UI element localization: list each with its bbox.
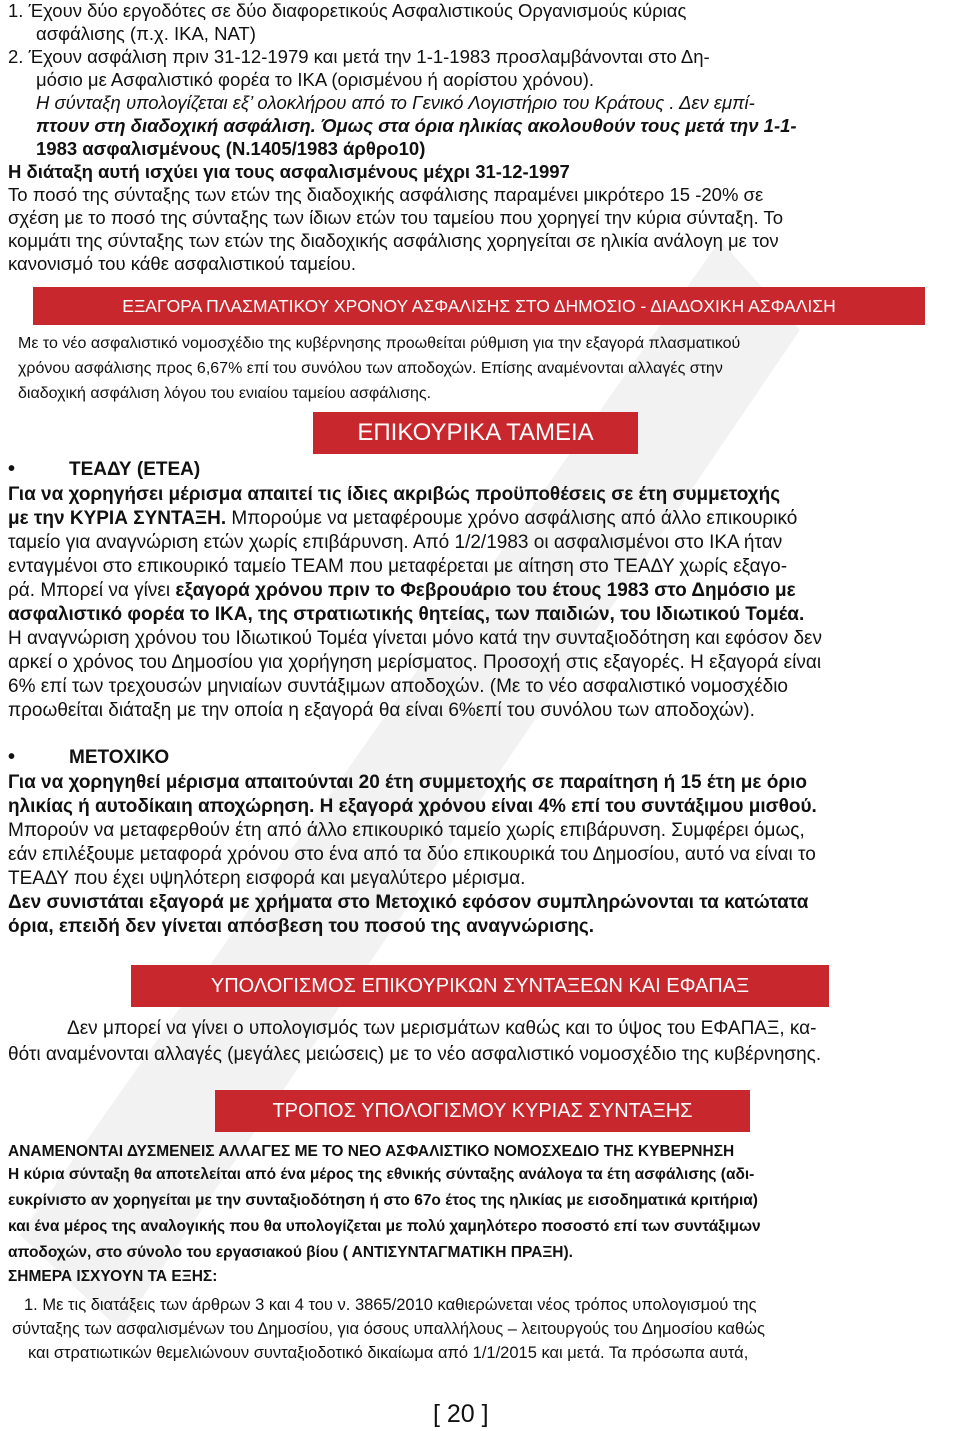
text-line: Η σύνταξη υπολογίζεται εξ’ ολοκλήρου από το Γενικό Λογιστήριο του Κράτους . Δεν εμπί-: [36, 92, 755, 113]
text-line: ταμείο για αναγνώριση ετών χωρίς επιβάρυνση. Από 1/2/1983 οι ασφαλισμένοι στο ΙΚΑ ήταν: [8, 532, 783, 553]
text-line: χρόνου ασφάλισης προς 6,67% επί του συνόλου των αποδοχών. Επίσης αναμένονται αλλαγές στην: [18, 360, 723, 377]
section-banner: ΤΡΟΠΟΣ ΥΠΟΛΟΓΙΣΜΟΥ ΚΥΡΙΑΣ ΣΥΝΤΑΞΗΣ: [215, 1090, 750, 1132]
section-banner: ΕΠΙΚΟΥΡΙΚΑ ΤΑΜΕΙΑ: [313, 412, 638, 454]
text-line: Η διάταξη αυτή ισχύει για τους ασφαλισμένους μέχρι 31-12-1997: [8, 161, 570, 182]
text-span: εξαγορά χρόνου πριν το Φεβρουάριο του έτους 1983 στο Δημόσιο με: [175, 580, 796, 601]
text-line: ενταγμένοι στο επικουρικό ταμείο ΤΕΑΜ που μεταφέρεται με αίτηση στο ΤΕΑΔΥ χωρίς εξαγο-: [8, 556, 788, 577]
text-line: Το ποσό της σύνταξης των ετών της διαδοχικής ασφάλισης παραμένει μικρότερο 15 -20% σε: [8, 184, 764, 205]
text-line: Μπορούν να μεταφερθούν έτη από άλλο επικουρικό ταμείο χωρίς επιβάρυνση. Συμφέρει όμως,: [8, 820, 805, 841]
text-line: προωθείται διάταξη με την οποία η εξαγορά θα είναι 6%επί του συνόλου των αποδοχών).: [8, 700, 755, 721]
text-line: ασφαλιστικό φορέα το ΙΚΑ, της στρατιωτικής θητείας, των παιδιών, του Ιδιωτικού Τομέα.: [8, 604, 805, 625]
section-banner: ΕΞΑΓΟΡΑ ΠΛΑΣΜΑΤΙΚΟΥ ΧΡΟΝΟΥ ΑΣΦΑΛΙΣΗΣ ΣΤΟ ΔΗΜΟΣΙΟ - ΔΙΑΔΟΧΙΚΗ ΑΣΦΑΛΙΣΗ: [33, 287, 925, 325]
page-number: [ 20 ]: [433, 1400, 489, 1428]
text-span: Μπορούμε να μεταφέρουμε χρόνο ασφάλισης από άλλο επικουρικό: [226, 508, 798, 529]
text-line: σύνταξης των ασφαλισμένων του Δημοσίου, για όσους υπαλλήλους – λειτουργούς του Δημοσίου καθώς: [12, 1320, 765, 1338]
bullet-icon: •: [8, 746, 16, 768]
text-line: 1. Με τις διατάξεις των άρθρων 3 και 4 του ν. 3865/2010 καθιερώνεται νέος τρόπος υπολογισμού της: [24, 1296, 757, 1314]
text-line: Δεν μπορεί να γίνει ο υπολογισμός των μερισμάτων καθώς και το ύψος του ΕΦΑΠΑΞ, κα-: [67, 1018, 817, 1039]
text-line: θότι αναμένονται αλλαγές (μεγάλες μειώσεις) με το νέο ασφαλιστικό νομοσχέδιο της κυβέρνησης.: [8, 1044, 822, 1065]
text-line: 1. Έχουν δύο εργοδότες σε δύο διαφορετικούς Ασφαλιστικούς Οργανισμούς κύριας: [8, 0, 687, 21]
text-span: ρά. Μπορεί να γίνει: [8, 580, 176, 601]
text-line: όρια, επειδή δεν γίνεται απόσβεση του ποσού της αναγνώρισης.: [8, 916, 595, 937]
text-span: με την ΚΥΡΙΑ ΣΥΝΤΑΞΗ.: [8, 508, 227, 529]
text-line: και ένα μέρος της αναλογικής που θα υπολογίζεται με πολύ χαμηλότερο ποσοστό επί των συντάξιμων: [8, 1218, 761, 1235]
text-line: Δεν συνιστάται εξαγορά με χρήματα στο Μετοχικό εφόσον συμπληρώνονται τα κατώτατα: [8, 892, 809, 913]
text-line: πτουν στη διαδοχική ασφάλιση. Όμως στα όρια ηλικίας ακολουθούν τους μετά την 1-1-: [36, 115, 797, 136]
text-line: σχέση με το ποσό της σύνταξης των ίδιων ετών του ταμείου που χορηγεί την κύρια σύνταξη. Το: [8, 207, 783, 228]
text-line: διαδοχική ασφάλιση λόγου του ενιαίου ταμείου ασφάλισης.: [18, 385, 432, 402]
text-line: εάν επιλέξουμε μεταφορά χρόνου στο ένα από τα δύο επικουρικά του Δημοσίου, αυτό να είναι το: [8, 844, 816, 865]
text-line: Με το νέο ασφαλιστικό νομοσχέδιο της κυβέρνησης προωθείται ρύθμιση για την εξαγορά πλασματικού: [18, 335, 741, 352]
section-heading: ΤΕΑΔΥ (ΕΤΕΑ): [69, 459, 201, 480]
text-line: αποδοχών, στο σύνολο του εργασιακού βίου ( ΑΝΤΙΣΥΝΤΑΓΜΑΤΙΚΗ ΠΡΑΞΗ).: [8, 1244, 573, 1261]
text-line: ηλικίας ή αυτοδίκαιη αποχώρηση. Η εξαγορά χρόνου είναι 4% επί του συντάξιμου μισθού.: [8, 796, 817, 817]
text-line: ΤΕΑΔΥ που έχει υψηλότερη εισφορά και μεγαλύτερο μέρισμα.: [8, 868, 526, 889]
text-line: 1983 ασφαλισμένους (Ν.1405/1983 άρθρο10): [36, 138, 426, 159]
text-line: ΣΗΜΕΡΑ ΙΣΧΥΟΥΝ ΤΑ ΕΞΗΣ:: [8, 1268, 218, 1285]
text-line: 6% επί των τρεχουσών μηνιαίων συντάξιμων αποδοχών. (Με το νέο ασφαλιστικό νομοσχέδιο: [8, 676, 788, 697]
text-line: Για να χορηγηθεί μέρισμα απαιτούνται 20 έτη συμμετοχής σε παραίτηση ή 15 έτη με όριο: [8, 772, 807, 793]
text-line: Για να χορηγήσει μέρισμα απαιτεί τις ίδιες ακριβώς προϋποθέσεις σε έτη συμμετοχής: [8, 484, 781, 505]
text-line: μόσιο με Ασφαλιστικό φορέα το ΙΚΑ (ορισμένου ή αορίστου χρόνου).: [36, 69, 595, 90]
text-line: αρκεί ο χρόνος του Δημοσίου για χορήγηση μερίσματος. Προσοχή στις εξαγορές. Η εξαγορά είναι: [8, 652, 822, 673]
text-line: ΑΝΑΜΕΝΟΝΤΑΙ ΔΥΣΜΕΝΕΙΣ ΑΛΛΑΓΕΣ ΜΕ ΤΟ ΝΕΟ ΑΣΦΑΛΙΣΤΙΚΟ ΝΟΜΟΣΧΕΔΙΟ ΤΗΣ ΚΥΒΕΡΝΗΣΗ: [8, 1143, 735, 1160]
text-line: και στρατιωτικών θεμελιώνουν συνταξιοδοτικό δικαίωμα από 1/1/2015 και μετά. Τα πρόσωπα αυτά,: [28, 1344, 749, 1362]
bullet-icon: •: [8, 458, 16, 480]
text-line: Η κύρια σύνταξη θα αποτελείται από ένα μέρος της εθνικής σύνταξης ανάλογα τα έτη ασφάλισης (αδι-: [8, 1166, 755, 1183]
text-line: Η αναγνώριση χρόνου του Ιδιωτικού Τομέα γίνεται μόνο κατά την συνταξιοδότηση και εφόσον δεν: [8, 628, 823, 649]
text-line: κομμάτι της σύνταξης των ετών της διαδοχικής ασφάλισης χορηγείται σε ηλικία ανάλογη με τον: [8, 230, 779, 251]
text-line: κανονισμό του κάθε ασφαλιστικού ταμείου.: [8, 253, 356, 274]
text-line: ασφάλισης (π.χ. ΙΚΑ, ΝΑΤ): [36, 23, 256, 44]
text-line: [8, 508, 797, 530]
text-line: [8, 580, 796, 602]
section-heading: ΜΕΤΟΧΙΚΟ: [69, 747, 170, 768]
text-line: 2. Έχουν ασφάλιση πριν 31-12-1979 και μετά την 1-1-1983 προσλαμβάνονται στο Δη-: [8, 46, 710, 67]
section-banner: ΥΠΟΛΟΓΙΣΜΟΣ ΕΠΙΚΟΥΡΙΚΩΝ ΣΥΝΤΑΞΕΩΝ ΚΑΙ ΕΦΑΠΑΞ: [131, 965, 829, 1007]
text-line: ευκρίνιστο αν χορηγείται με την συνταξιοδότηση ή στο 67ο έτος της ηλικίας με εισοδηματικά κριτήρια): [8, 1192, 758, 1209]
